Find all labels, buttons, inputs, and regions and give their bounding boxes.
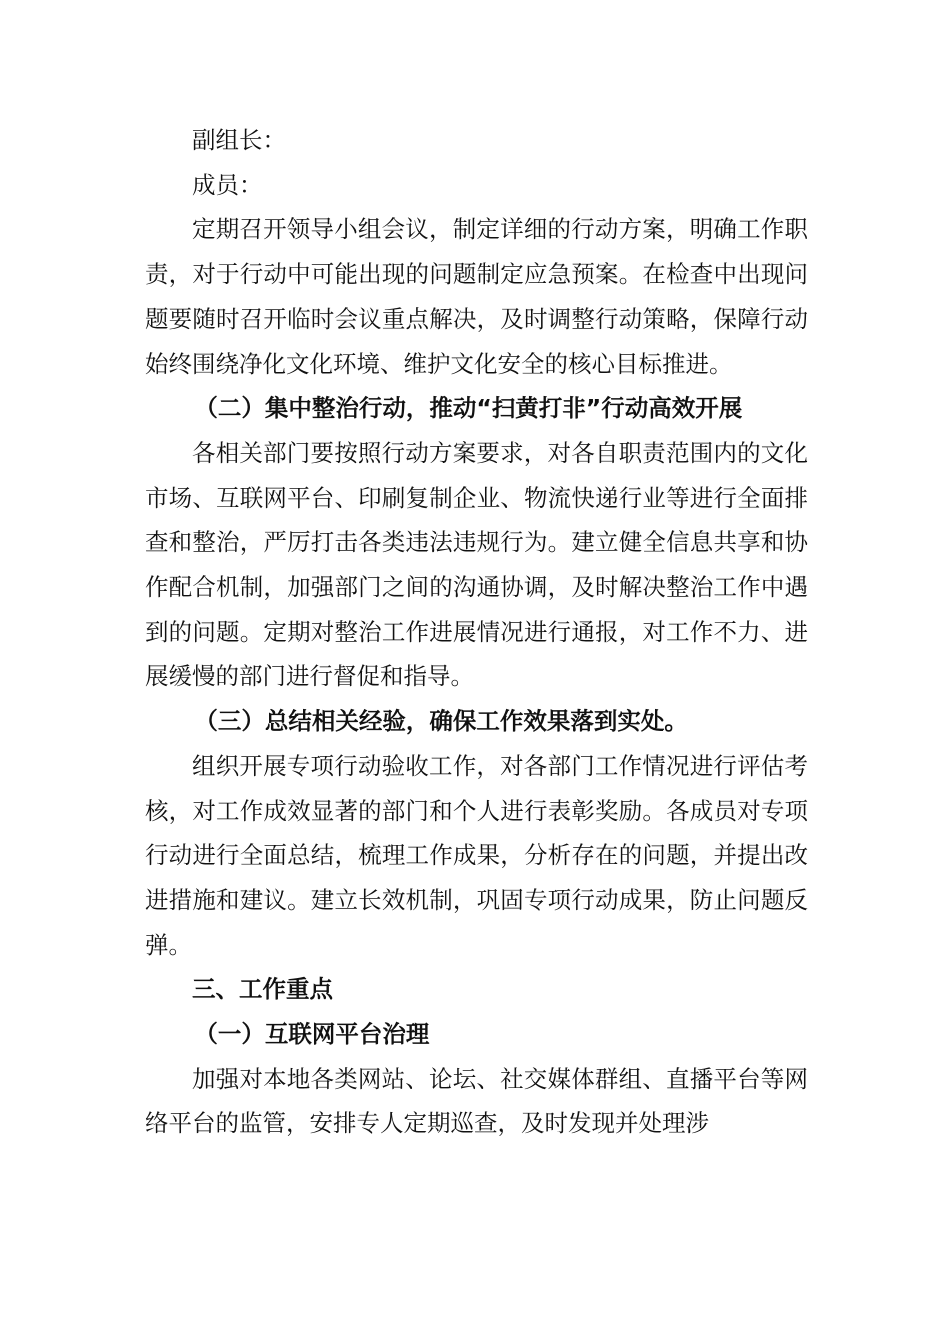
document-page <box>145 118 808 1146</box>
paragraph-meetings: 定期召开领导小组会议，制定详细的行动方案，明确工作职责，对于行动中可能出现的问题制定应急预案。在检查中出现问题要随时召开临时会议重点解决，及时调整行动策略，保障行动始终围绕净化文化环境、维护文化安全的核心目标推进。 <box>145 215 808 378</box>
paragraph-acceptance: 组织开展专项行动验收工作，对各部门工作情况进行评估考核，对工作成效显著的部门和个人进行表彰奖励。各成员对专项行动进行全面总结，梳理工作成果，分析存在的问题，并提出改进措施和建议。建立长效机制，巩固专项行动成果，防止问题反弹。 <box>145 751 808 959</box>
section-title-work-focus: 三、工作重点 <box>192 975 333 1004</box>
paragraph-departments: 各相关部门要按照行动方案要求，对各自职责范围内的文化市场、互联网平台、印刷复制企业、物流快递行业等进行全面排查和整治，严厉打击各类违法违规行为。建立健全信息共享和协作配合机制，加强部门之间的沟通协调，及时解决整治工作中遇到的问题。定期对整治工作进展情况进行通报，对工作不力、进展缓慢的部门进行督促和指导。 <box>145 438 808 691</box>
heading-summarize-experience: （三）总结相关经验，确保工作效果落到实处。 <box>194 707 688 736</box>
members-label: 成员： <box>192 170 263 199</box>
subheading-internet-governance: （一）互联网平台治理 <box>194 1020 430 1049</box>
vice-leader-label: 副组长： <box>192 126 286 154</box>
paragraph-internet: 加强对本地各类网站、论坛、社交媒体群组、直播平台等网络平台的监管，安排专人定期巡查，及时发现并处理涉 <box>145 1064 808 1138</box>
heading-centralized-rectification: （二）集中整治行动，推动“扫黄打非”行动高效开展 <box>194 394 743 423</box>
